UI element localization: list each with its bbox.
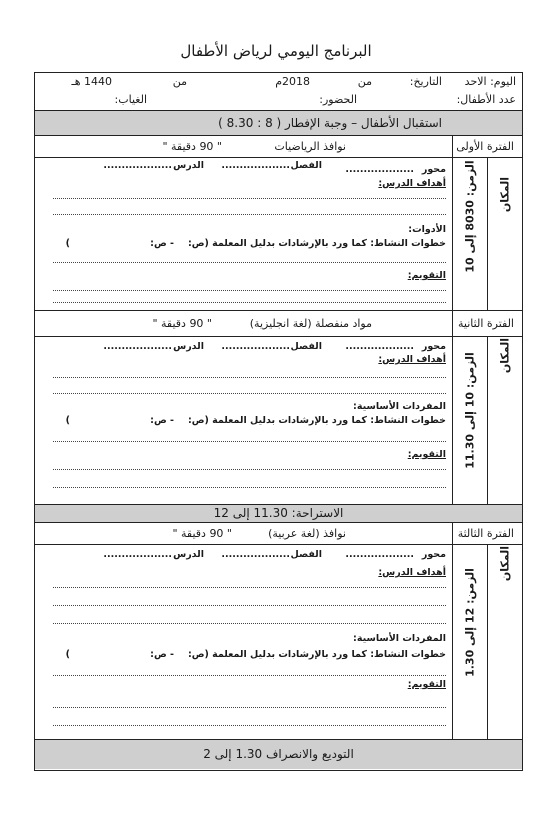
period-2-steps-paren: ) xyxy=(65,415,70,426)
from-label-1: من xyxy=(357,75,372,88)
period-3-lesson-label: الدرس xyxy=(173,549,204,560)
period-3-name: الفترة الثالثة xyxy=(457,527,514,540)
period-2-subject: مواد منفصلة (لغة انجليزية) xyxy=(249,317,372,330)
period-3-evaluation: التقويم: xyxy=(407,679,446,690)
period-2-objectives: أهداف الدرس: xyxy=(378,354,446,365)
period-2-unit-dots: ................... xyxy=(221,341,290,352)
period-2-unit-label: الفصل xyxy=(290,341,322,352)
period-2-steps: خطوات النشاط: كما ورد بالإرشادات بدليل المعلمة (ص: xyxy=(187,415,446,426)
period-1-evaluation: التقويم: xyxy=(407,270,446,281)
period-1-objectives: أهداف الدرس: xyxy=(378,178,446,189)
dismissal-bar xyxy=(35,740,522,769)
period-2-header xyxy=(35,311,522,337)
period-3-axis-label: محور xyxy=(421,549,446,560)
period-2-time: الزمن: 10 إلى 11.30 xyxy=(463,352,477,469)
reception-bar xyxy=(35,111,522,136)
period-2-lesson-dots: ................... xyxy=(103,341,172,352)
header-info xyxy=(35,73,522,111)
gregorian-year: 2018م xyxy=(275,75,310,88)
period-1-unit-dots: ................... xyxy=(221,160,290,171)
break-bar xyxy=(35,505,522,523)
period-3-body xyxy=(35,545,522,740)
period-1-body xyxy=(35,158,522,311)
period-2-body xyxy=(35,337,522,505)
period-1-axis-dots: ................... xyxy=(345,164,414,175)
period-2-steps-tail: - ص: xyxy=(150,415,174,426)
period-3-steps: خطوات النشاط: كما ورد بالإرشادات بدليل المعلمة (ص: xyxy=(187,649,446,660)
period-2-axis-label: محور xyxy=(421,341,446,352)
period-1-tools: الأدوات: xyxy=(408,224,446,235)
period-2-lesson-label: الدرس xyxy=(173,341,204,352)
dismissal-text: التوديع والانصراف 1.30 إلى 2 xyxy=(203,747,354,761)
period-1-unit-label: الفصل xyxy=(290,160,322,171)
period-2-duration: " 90 دقيقة " xyxy=(152,317,212,330)
day-label: اليوم: الاحد xyxy=(464,75,516,88)
break-text: الاستراحة: 11.30 إلى 12 xyxy=(213,506,344,520)
period-3-subject: نوافذ (لغة عربية) xyxy=(268,527,346,540)
period-1-steps-tail: - ص: xyxy=(150,238,174,249)
period-3-header xyxy=(35,523,522,545)
period-2-place: المكان xyxy=(498,337,512,374)
period-2-evaluation: التقويم: xyxy=(407,449,446,460)
children-count-label: عدد الأطفال: xyxy=(456,93,516,106)
period-1-name: الفترة الأولى xyxy=(456,140,514,153)
period-1-place: المكان xyxy=(498,176,512,213)
period-3-lesson-dots: ................... xyxy=(103,549,172,560)
period-2-vocab: المفردات الأساسية: xyxy=(353,401,446,412)
period-1-duration: " 90 دقيقة " xyxy=(162,140,222,153)
period-1-lesson-dots: ................... xyxy=(103,160,172,171)
period-2-axis-dots: ................... xyxy=(345,341,414,352)
period-2-name: الفترة الثانية xyxy=(458,317,514,330)
period-3-duration: " 90 دقيقة " xyxy=(172,527,232,540)
period-1-header xyxy=(35,136,522,158)
period-3-steps-tail: - ص: xyxy=(150,649,174,660)
daily-program-form xyxy=(34,72,523,771)
from-label-2: من xyxy=(172,75,187,88)
period-3-unit-dots: ................... xyxy=(221,549,290,560)
absence-label: الغياب: xyxy=(114,93,147,106)
period-3-steps-paren: ) xyxy=(65,649,70,660)
period-1-axis-label: محور xyxy=(421,164,446,175)
hijri-year: 1440 هـ xyxy=(71,75,112,88)
period-1-time: الزمن: 8030 إلى 10 xyxy=(463,160,477,273)
attendance-label: الحضور: xyxy=(319,93,357,106)
period-3-unit-label: الفصل xyxy=(290,549,322,560)
period-3-axis-dots: ................... xyxy=(345,549,414,560)
period-3-vocab: المفردات الأساسية: xyxy=(353,633,446,644)
period-1-lesson-label: الدرس xyxy=(173,160,204,171)
page-title: البرنامج اليومي لرياض الأطفال xyxy=(180,42,372,60)
period-1-subject: نوافذ الرياضيات xyxy=(274,140,346,153)
period-3-place: المكان xyxy=(498,545,512,582)
period-1-steps-paren: ) xyxy=(65,238,70,249)
reception-text: استقبال الأطفال – وجبة الإفطار ( 8 : 8.30 ) xyxy=(218,116,442,130)
period-3-time: الزمن: 12 إلى 1.30 xyxy=(463,568,477,677)
date-label: التاريخ: xyxy=(409,75,442,88)
period-1-steps: خطوات النشاط: كما ورد بالإرشادات بدليل المعلمة (ص: xyxy=(187,238,446,249)
period-3-objectives: أهداف الدرس: xyxy=(378,567,446,578)
